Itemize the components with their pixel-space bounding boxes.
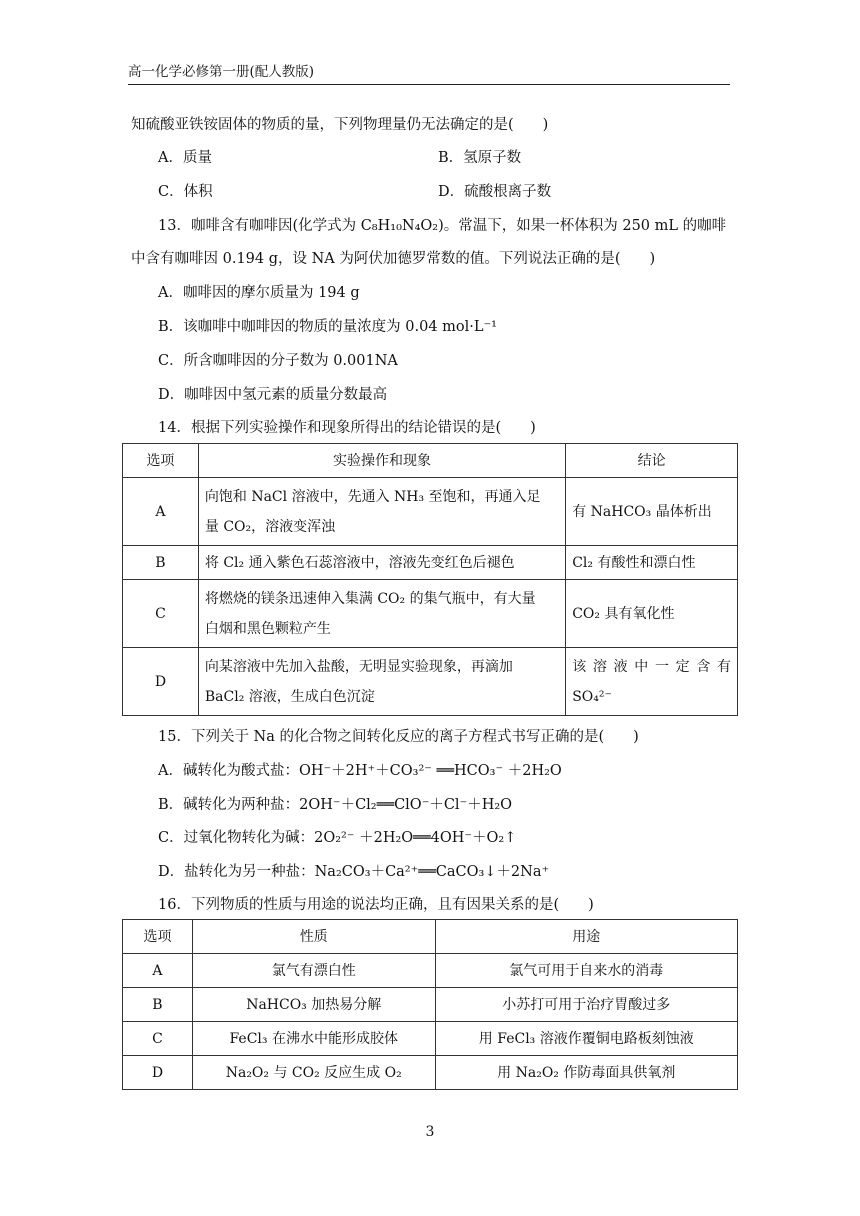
operation-line: 白烟和黑色颗粒产生: [204, 620, 331, 637]
q14-stem: 14．根据下列实验操作和现象所得出的结论错误的是( ): [158, 420, 536, 436]
row-option: C: [123, 580, 199, 648]
row-option: B: [123, 546, 199, 580]
row-conclusion: 有 NaHCO₃ 晶体析出: [566, 478, 738, 546]
q13-stem-line2: 中含有咖啡因 0.194 g，设 NA 为阿伏加德罗常数的值。下列说法正确的是( ): [131, 251, 656, 267]
conclusion-line: 该溶液中一定含有: [572, 658, 731, 675]
row-option: D: [123, 648, 199, 716]
table-header-row: [123, 920, 738, 954]
table-row: [123, 648, 738, 716]
row-property: FeCl₃ 在沸水中能形成胶体: [192, 1022, 435, 1056]
row-option: A: [123, 478, 199, 546]
table-row: [123, 954, 738, 988]
row-use: 小苏打可用于治疗胃酸过多: [435, 988, 737, 1022]
q12-option-b: B．氢原子数: [438, 150, 522, 166]
q16-table: [122, 919, 738, 1090]
page-number: 3: [425, 1124, 435, 1140]
row-option: C: [123, 1022, 193, 1056]
row-property: NaHCO₃ 加热易分解: [192, 988, 435, 1022]
header-conclusion: 结论: [566, 444, 738, 478]
q16-stem: 16．下列物质的性质与用途的说法均正确，且有因果关系的是( ): [158, 897, 594, 913]
header-operation: 实验操作和现象: [198, 444, 565, 478]
row-use: 用 Na₂O₂ 作防毒面具供氧剂: [435, 1056, 737, 1090]
row-option: D: [123, 1056, 193, 1090]
row-property: Na₂O₂ 与 CO₂ 反应生成 O₂: [192, 1056, 435, 1090]
row-operation: [198, 478, 565, 546]
header-option: 选项: [123, 444, 199, 478]
q12-option-a: A．质量: [158, 150, 212, 166]
table-header-row: [123, 444, 738, 478]
row-option: B: [123, 988, 193, 1022]
q13-stem-line1: 13．咖啡含有咖啡因(化学式为 C₈H₁₀N₄O₂)。常温下，如果一杯体积为 250 mL 的咖啡: [158, 218, 727, 234]
operation-line: 向饱和 NaCl 溶液中，先通入 NH₃ 至饱和，再通入足: [204, 488, 541, 505]
q13-option-c: C．所含咖啡因的分子数为 0.001NA: [158, 353, 398, 369]
operation-line: BaCl₂ 溶液，生成白色沉淀: [204, 688, 375, 705]
q15-option-a: A．碱转化为酸式盐：OH⁻＋2H⁺＋CO₃²⁻ ══HCO₃⁻ ＋2H₂O: [158, 763, 562, 779]
table-row: [123, 580, 738, 648]
q14-table: [122, 443, 738, 716]
header-use: 用途: [435, 920, 737, 954]
operation-line: 量 CO₂，溶液变浑浊: [204, 518, 336, 535]
table-row: [123, 1022, 738, 1056]
operation-line: 向某溶液中先加入盐酸，无明显实验现象，再滴加: [204, 658, 513, 675]
table-row: [123, 988, 738, 1022]
table-row: [123, 546, 738, 580]
header-property: 性质: [192, 920, 435, 954]
row-use: 氯气可用于自来水的消毒: [435, 954, 737, 988]
conclusion-line: SO₄²⁻: [572, 688, 612, 705]
q13-option-a: A．咖啡因的摩尔质量为 194 g: [158, 285, 360, 301]
q15-option-b: B．碱转化为两种盐：2OH⁻＋Cl₂══ClO⁻＋Cl⁻＋H₂O: [158, 797, 513, 813]
running-header: 高一化学必修第一册(配人教版): [128, 60, 730, 85]
row-operation: [198, 580, 565, 648]
q12-option-c: C．体积: [158, 184, 213, 200]
row-option: A: [123, 954, 193, 988]
q13-option-d: D．咖啡因中氢元素的质量分数最高: [158, 387, 388, 403]
header-option: 选项: [123, 920, 193, 954]
q12-stem-end: 知硫酸亚铁铵固体的物质的量，下列物理量仍无法确定的是( ): [131, 117, 549, 133]
table-row: [123, 1056, 738, 1090]
row-conclusion: Cl₂ 有酸性和漂白性: [566, 546, 738, 580]
row-operation: [198, 648, 565, 716]
q15-stem: 15．下列关于 Na 的化合物之间转化反应的离子方程式书写正确的是( ): [158, 729, 639, 745]
q15-option-c: C．过氧化物转化为碱：2O₂²⁻ ＋2H₂O══4OH⁻＋O₂↑: [158, 830, 517, 846]
row-conclusion: [566, 648, 738, 716]
q12-option-d: D．硫酸根离子数: [438, 184, 552, 200]
row-conclusion: CO₂ 具有氧化性: [566, 580, 738, 648]
operation-line: 将燃烧的镁条迅速伸入集满 CO₂ 的集气瓶中，有大量: [204, 590, 536, 607]
row-operation: 将 Cl₂ 通入紫色石蕊溶液中，溶液先变红色后褪色: [198, 546, 565, 580]
row-use: 用 FeCl₃ 溶液作覆铜电路板刻蚀液: [435, 1022, 737, 1056]
q13-option-b: B．该咖啡中咖啡因的物质的量浓度为 0.04 mol·L⁻¹: [158, 319, 497, 335]
q15-option-d: D．盐转化为另一种盐：Na₂CO₃＋Ca²⁺══CaCO₃↓＋2Na⁺: [158, 864, 550, 880]
row-property: 氯气有漂白性: [192, 954, 435, 988]
table-row: [123, 478, 738, 546]
